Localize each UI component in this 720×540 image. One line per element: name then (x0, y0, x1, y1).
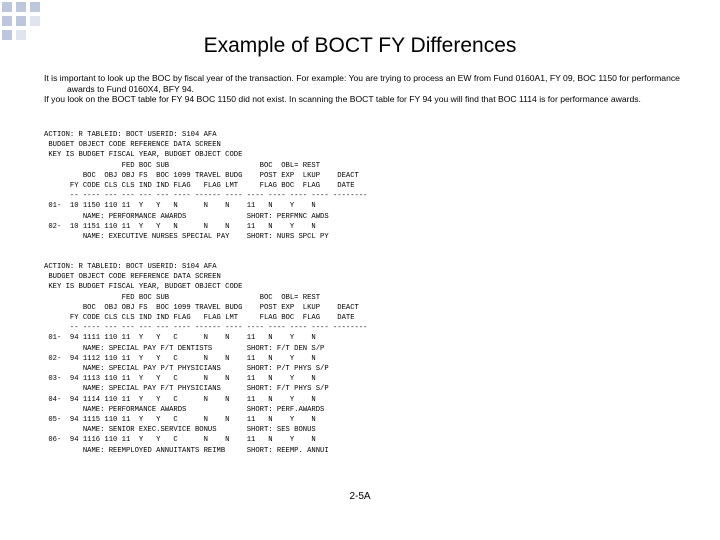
table-line: NAME: SENIOR EXEC.SERVICE BONUS SHORT: SES BONUS (44, 426, 316, 435)
table-line: FY CODE CLS CLS IND IND FLAG FLAG LMT FLAG BOC FLAG DATE (44, 314, 355, 323)
intro-paragraph: If you look on the BOCT table for FY 94 BOC 1150 did not exist. In scanning the BOCT table for FY 94 you will find that BOC 1114 is for performance awards. (44, 94, 641, 105)
table-line: FY CODE CLS CLS IND IND FLAG FLAG LMT FLAG BOC FLAG DATE (44, 182, 355, 191)
table-line: 02- 94 1112 110 11 Y Y C N N 11 N Y N (44, 354, 316, 363)
table-line: NAME: PERFORMANCE AWARDS SHORT: PERFMNC AWDS (44, 212, 329, 221)
table-line: NAME: SPECIAL PAY P/T PHYSICIANS SHORT: P/T PHYS S/P (44, 365, 329, 374)
intro-paragraph: It is important to look up the BOC by fiscal year of the transaction. For example: You are trying to process an EW from Fund 0160A1, FY 09, BOC 1150 for performance awards to Fund 0160X4, BFY 94. (44, 73, 680, 94)
table-line: 05- 94 1115 110 11 Y Y C N N 11 N Y N (44, 416, 316, 425)
table-line: BOC OBJ OBJ FS BOC 1099 TRAVEL BUDG POST EXP LKUP DEACT (44, 171, 359, 180)
table-line: FED BOC SUB BOC OBL= REST (44, 161, 321, 170)
table-line: NAME: SPECIAL PAY F/T PHYSICIANS SHORT: F/T PHYS S/P (44, 385, 329, 394)
table-line: NAME: SPECIAL PAY F/T DENTISTS SHORT: F/T DEN S/P (44, 344, 325, 353)
table-line: 06- 94 1116 110 11 Y Y C N N 11 N Y N (44, 436, 316, 445)
boct-table-fy94 (44, 262, 368, 456)
table-line: 03- 94 1113 110 11 Y Y C N N 11 N Y N (44, 375, 316, 384)
table-line: ACTION: R TABLEID: BOCT USERID: S104 AFA (44, 263, 217, 271)
boct-table-fy10 (44, 130, 368, 242)
table-line: KEY IS BUDGET FISCAL YEAR, BUDGET OBJECT CODE (44, 283, 243, 292)
table-line: -- ---- --- --- --- --- ---- ------ ---- ---- ---- ---- ---- -------- (44, 192, 368, 201)
table-line: BUDGET OBJECT CODE REFERENCE DATA SCREEN (44, 141, 221, 150)
table-line: NAME: EXECUTIVE NURSES SPECIAL PAY SHORT: NURS SPCL PY (44, 233, 329, 242)
table-line: KEY IS BUDGET FISCAL YEAR, BUDGET OBJECT CODE (44, 151, 243, 160)
table-line: ACTION: R TABLEID: BOCT USERID: S104 AFA (44, 131, 217, 139)
table-line: NAME: REEMPLOYED ANNUITANTS REIMB SHORT: REEMP. ANNUI (44, 446, 329, 455)
page-title: Example of BOCT FY Differences (203, 34, 517, 57)
table-line: -- ---- --- --- --- --- ---- ------ ---- ---- ---- ---- ---- -------- (44, 324, 368, 333)
table-line: 02- 10 1151 110 11 Y Y N N N 11 N Y N (44, 222, 316, 231)
table-line: 01- 10 1150 110 11 Y Y N N N 11 N Y N (44, 202, 316, 211)
table-line: NAME: PERFORMANCE AWARDS SHORT: PERF.AWARDS (44, 405, 325, 414)
table-line: 04- 94 1114 110 11 Y Y C N N 11 N Y N (44, 395, 316, 404)
table-line: 01- 94 1111 110 11 Y Y C N N 11 N Y N (44, 334, 316, 343)
intro-text (44, 73, 694, 105)
table-line: FED BOC SUB BOC OBL= REST (44, 293, 321, 302)
table-line: BUDGET OBJECT CODE REFERENCE DATA SCREEN (44, 273, 221, 282)
page-number: 2-5A (349, 491, 371, 502)
table-line: BOC OBJ OBJ FS BOC 1099 TRAVEL BUDG POST EXP LKUP DEACT (44, 303, 359, 312)
